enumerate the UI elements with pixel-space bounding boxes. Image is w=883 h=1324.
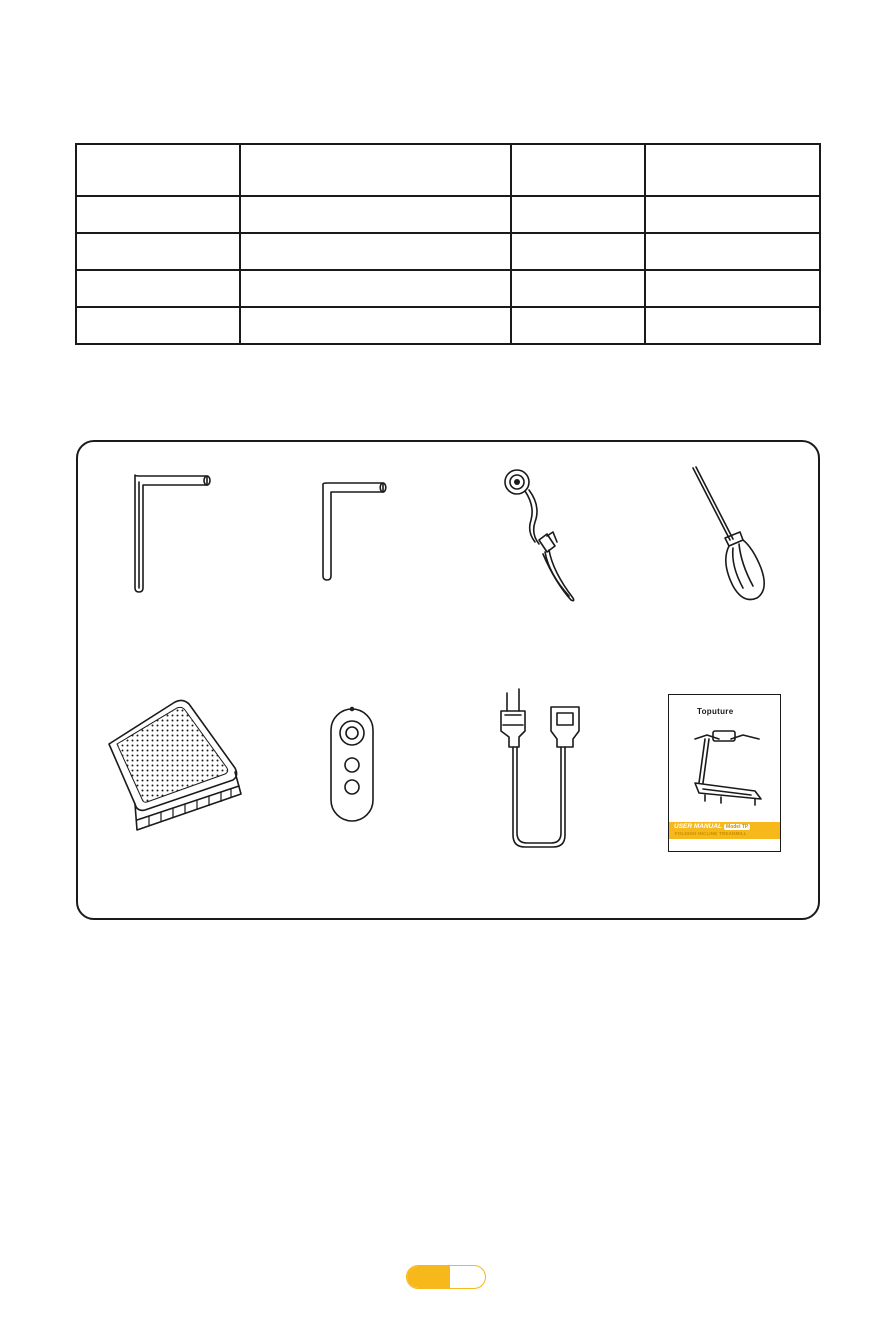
remote-control-icon <box>328 705 378 825</box>
table-cell <box>76 307 240 344</box>
table-cell <box>240 270 511 307</box>
table-row <box>76 307 820 344</box>
table-cell <box>511 233 645 270</box>
page-indicator <box>406 1265 486 1289</box>
table-row <box>76 270 820 307</box>
user-manual-icon <box>668 694 781 852</box>
manual-title: USER MANUAL Model TP <box>674 823 749 830</box>
manual-brand-logo: Toputure <box>697 707 734 716</box>
table-cell <box>240 307 511 344</box>
table-row <box>76 233 820 270</box>
phone-holder-icon <box>105 698 245 838</box>
table-cell <box>511 270 645 307</box>
safety-key-icon <box>495 462 590 607</box>
table-cell <box>645 270 820 307</box>
power-cord-icon <box>495 685 595 855</box>
table-header-row <box>76 144 820 196</box>
table-cell <box>511 196 645 233</box>
parts-table <box>75 143 821 345</box>
table-cell <box>240 196 511 233</box>
table-cell <box>645 233 820 270</box>
table-cell <box>76 196 240 233</box>
table-cell <box>76 233 240 270</box>
manual-subtitle: FOLDING INCLINE TREADMILL <box>675 831 747 836</box>
table-cell <box>645 196 820 233</box>
manual-title-band <box>669 822 780 839</box>
allen-key-large-icon <box>125 470 215 595</box>
table-header-cell <box>645 144 820 196</box>
treadmill-illustration <box>685 725 767 817</box>
manual-model-badge: Model TP <box>726 824 749 830</box>
table-header-cell <box>511 144 645 196</box>
table-row <box>76 196 820 233</box>
allen-key-small-icon <box>315 478 390 583</box>
screwdriver-icon <box>685 462 780 607</box>
page-indicator-fill <box>407 1266 450 1288</box>
table-header-cell <box>240 144 511 196</box>
table-cell <box>76 270 240 307</box>
table-header-cell <box>76 144 240 196</box>
table-cell <box>240 233 511 270</box>
table-cell <box>645 307 820 344</box>
table-cell <box>511 307 645 344</box>
